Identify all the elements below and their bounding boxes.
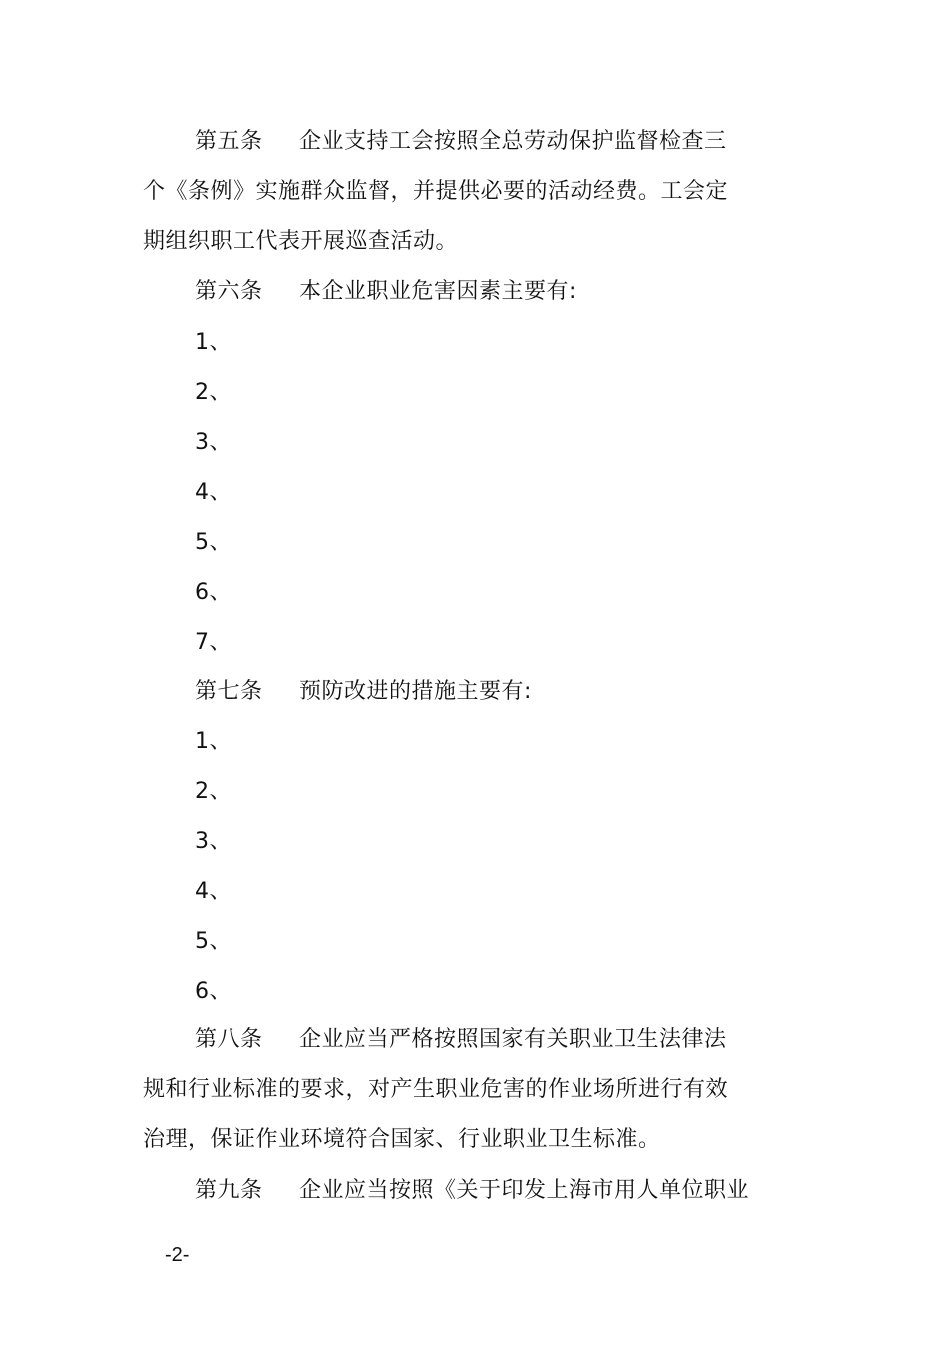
article-7-item: 5、 [195, 929, 232, 954]
article-9-line-1 [195, 1176, 749, 1206]
article-7-item: 4、 [195, 879, 232, 904]
article-9-number: 第九条 [195, 1178, 263, 1203]
article-8-number: 第八条 [195, 1027, 263, 1052]
article-6-heading [195, 277, 577, 307]
article-5-line-1 [195, 127, 727, 157]
article-5-number: 第五条 [195, 129, 263, 154]
article-7-item: 1、 [195, 729, 232, 754]
article-5-line-2: 个《条例》实施群众监督，并提供必要的活动经费。工会定 [143, 179, 729, 204]
article-7-heading [195, 677, 532, 707]
article-5-text-1: 企业支持工会按照全总劳动保护监督检查三 [299, 129, 727, 154]
article-6-text: 本企业职业危害因素主要有: [299, 279, 577, 304]
article-6-item: 5、 [195, 530, 232, 555]
article-7-item: 6、 [195, 979, 232, 1004]
page-number: -2- [165, 1244, 190, 1266]
article-6-item: 7、 [195, 630, 232, 655]
article-8-line-1 [195, 1025, 727, 1055]
article-6-item: 4、 [195, 480, 232, 505]
article-8-line-3: 治理，保证作业环境符合国家、行业职业卫生标准。 [143, 1127, 661, 1152]
article-6-item: 3、 [195, 430, 232, 455]
article-7-item: 3、 [195, 829, 232, 854]
article-7-item: 2、 [195, 779, 232, 804]
article-6-number: 第六条 [195, 279, 263, 304]
article-8-line-2: 规和行业标准的要求，对产生职业危害的作业场所进行有效 [143, 1077, 729, 1102]
article-6-item: 2、 [195, 380, 232, 405]
article-6-item: 6、 [195, 580, 232, 605]
article-8-text-1: 企业应当严格按照国家有关职业卫生法律法 [299, 1027, 727, 1052]
article-7-text: 预防改进的措施主要有: [299, 679, 532, 704]
article-9-text-1: 企业应当按照《关于印发上海市用人单位职业 [299, 1178, 750, 1203]
article-5-line-3: 期组织职工代表开展巡查活动。 [143, 229, 459, 254]
article-7-number: 第七条 [195, 679, 263, 704]
article-6-item: 1、 [195, 330, 232, 355]
